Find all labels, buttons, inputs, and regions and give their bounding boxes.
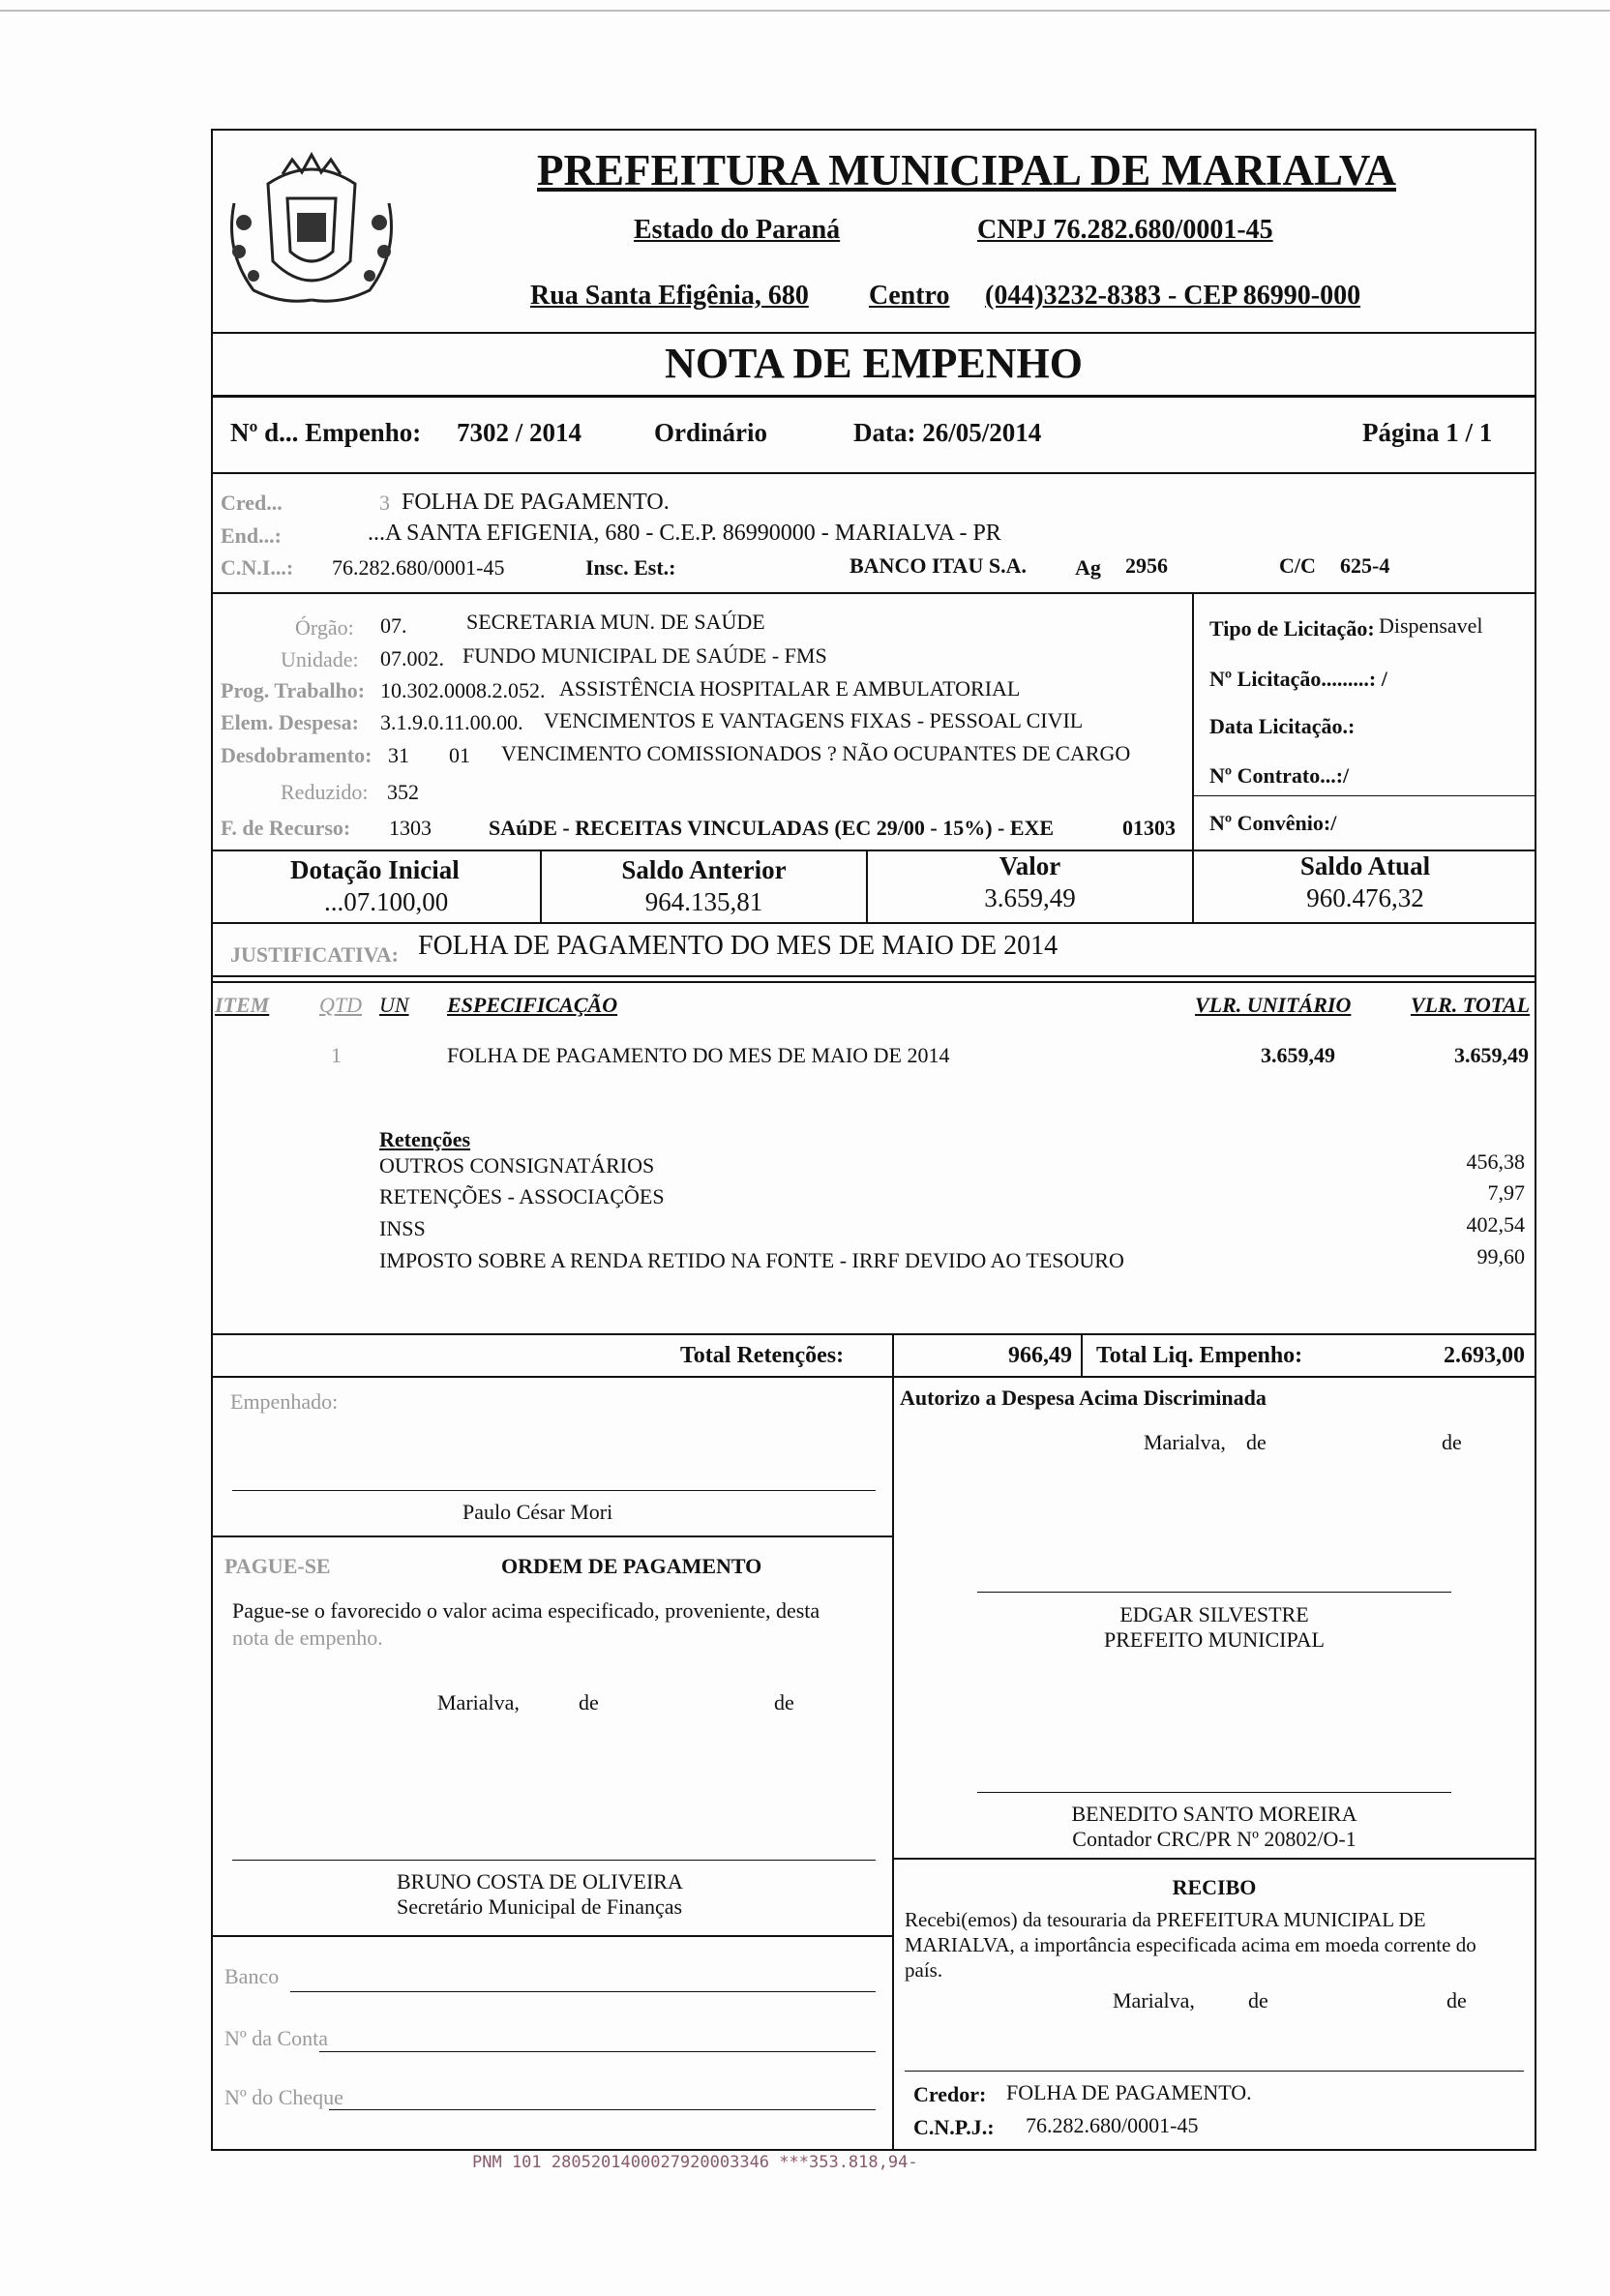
saldo-atual-value: 960.476,32 — [1306, 883, 1424, 912]
saldo-anterior-value: 964.135,81 — [644, 887, 763, 916]
credor-cnpj-label: C.N.P.J.: — [913, 2115, 995, 2139]
header-cnpj: CNPJ 76.282.680/0001-45 — [977, 215, 1273, 245]
pague-text-2: nota de empenho. — [232, 1625, 383, 1650]
recibo-text-1: Recebi(emos) da tesouraria da PREFEITURA MUNICIPAL DE — [905, 1908, 1426, 1931]
header-address: Rua Santa Efigênia, 680 — [530, 281, 809, 311]
tipo-licitacao-label: Tipo de Licitação: — [1209, 616, 1375, 641]
cc-label: C/C — [1279, 553, 1316, 578]
secretario-name: BRUNO COSTA DE OLIVEIRA — [397, 1869, 683, 1893]
item-row-spec: FOLHA DE PAGAMENTO DO MES DE MAIO DE 2014 — [447, 1043, 950, 1067]
num-licitacao: Nº Licitação.........: / — [1209, 667, 1387, 691]
empenho-page: Página 1 / 1 — [1362, 418, 1493, 447]
signature-line — [232, 1490, 876, 1491]
credor-cnpj-value: 76.282.680/0001-45 — [1026, 2113, 1199, 2137]
item-row-item: 1 — [331, 1043, 342, 1067]
total-retencoes-value: 966,49 — [1008, 1343, 1072, 1368]
saldo-atual-label: Saldo Atual — [1299, 851, 1431, 880]
desd-code: 31 — [388, 743, 409, 767]
data-licitacao: Data Licitação.: — [1209, 714, 1356, 738]
divider — [1192, 795, 1536, 796]
conta-label: Nº da Conta — [224, 2026, 329, 2050]
pague-date-de2: de — [774, 1690, 794, 1715]
total-liq-value: 2.693,00 — [1444, 1343, 1525, 1368]
empenhado-name: Paulo César Mori — [462, 1500, 613, 1524]
header-phone-cep: (044)3232-8383 - CEP 86990-000 — [985, 281, 1361, 311]
end-label: End...: — [221, 523, 282, 548]
divider — [211, 395, 1536, 398]
header-title: PREFEITURA MUNICIPAL DE MARIALVA — [537, 146, 1397, 194]
divider — [211, 975, 1536, 977]
orgao-name: SECRETARIA MUN. DE SAÚDE — [466, 610, 765, 634]
item-row-total: 3.659,49 — [1454, 1043, 1529, 1067]
divider — [211, 472, 1536, 474]
empenhado-label: Empenhado: — [230, 1389, 339, 1414]
end-value: ...A SANTA EFIGENIA, 680 - C.E.P. 86990000 - MARIALVA - PR — [368, 521, 1001, 546]
divider — [1192, 592, 1194, 851]
cheque-line — [329, 2109, 876, 2110]
empenho-type: Ordinário — [654, 418, 768, 447]
ordem-pagamento-title: ORDEM DE PAGAMENTO — [501, 1554, 762, 1578]
prog-label: Prog. Trabalho: — [221, 678, 366, 702]
header-district: Centro — [869, 281, 950, 311]
signature-line — [977, 1592, 1451, 1593]
elem-code: 3.1.9.0.11.00.00. — [380, 710, 523, 734]
divider — [211, 1333, 1536, 1335]
retencao-value: 7,97 — [1487, 1180, 1525, 1205]
desd-sub: 01 — [449, 743, 470, 767]
recibo-date-de2: de — [1446, 1988, 1467, 2013]
doc-title: NOTA DE EMPENHO — [665, 340, 1083, 387]
prog-code: 10.302.0008.2.052. — [380, 678, 546, 702]
unidade-label: Unidade: — [281, 647, 359, 671]
retencao-name: RETENÇÕES - ASSOCIAÇÕES — [379, 1184, 665, 1208]
elem-label: Elem. Despesa: — [221, 710, 359, 734]
desd-name: VENCIMENTO COMISSIONADOS ? NÃO OCUPANTES DE CARGO — [501, 741, 1131, 765]
tipo-licitacao-value: Dispensavel — [1379, 613, 1483, 638]
unidade-code: 07.002. — [380, 646, 444, 671]
signature-line — [977, 1792, 1451, 1793]
retencao-value: 99,60 — [1476, 1244, 1525, 1268]
retencao-name: OUTROS CONSIGNATÁRIOS — [379, 1153, 655, 1178]
valor-label: Valor — [999, 851, 1061, 880]
recibo-date-city: Marialva, — [1113, 1988, 1195, 2013]
divider — [211, 332, 1536, 334]
prefeito-role: PREFEITO MUNICIPAL — [1104, 1627, 1325, 1652]
banco-label: Banco — [224, 1964, 280, 1988]
empenho-date: Data: 26/05/2014 — [853, 418, 1042, 447]
red-code: 352 — [387, 780, 419, 804]
prog-name: ASSISTÊNCIA HOSPITALAR E AMBULATORIAL — [559, 676, 1021, 701]
col-total: VLR. TOTAL — [1411, 993, 1531, 1017]
signature-line — [905, 2071, 1524, 2072]
col-spec: ESPECIFICAÇÃO — [447, 993, 618, 1017]
credor-label: Credor: — [913, 2082, 987, 2106]
orgao-code: 07. — [380, 613, 407, 638]
saldo-anterior-label: Saldo Anterior — [621, 855, 787, 884]
autorizo-date-de2: de — [1442, 1430, 1462, 1454]
credor-value: FOLHA DE PAGAMENTO. — [1006, 2080, 1252, 2104]
header-state: Estado do Paraná — [634, 215, 841, 245]
retencoes-title: Retenções — [379, 1127, 471, 1151]
col-un: UN — [379, 993, 409, 1017]
pague-date-city: Marialva, — [437, 1690, 520, 1715]
divider — [211, 1536, 892, 1537]
cnpj-value: 76.282.680/0001-45 — [332, 555, 505, 580]
fr-code2: 01303 — [1122, 816, 1176, 840]
total-retencoes-label: Total Retenções: — [680, 1343, 845, 1368]
empenho-number: 7302 / 2014 — [457, 418, 582, 447]
retencao-value: 456,38 — [1466, 1149, 1525, 1174]
red-label: Reduzido: — [281, 780, 369, 804]
recibo-title: RECIBO — [1172, 1875, 1257, 1899]
recibo-date-de1: de — [1248, 1988, 1268, 2013]
cheque-label: Nº do Cheque — [224, 2085, 343, 2109]
cnpj-label: C.N.I...: — [221, 555, 294, 580]
secretario-role: Secretário Municipal de Finanças — [397, 1894, 683, 1919]
dotacao-inicial-value: ...07.100,00 — [324, 887, 449, 916]
banco-line — [290, 1991, 876, 1992]
unidade-name: FUNDO MUNICIPAL DE SAÚDE - FMS — [462, 643, 827, 668]
cred-code: 3 — [379, 491, 390, 515]
orgao-label: Órgão: — [295, 615, 354, 640]
prefeito-name: EDGAR SILVESTRE — [1119, 1602, 1309, 1626]
col-item-label: ITEM — [215, 993, 270, 1017]
autorizo-text: Autorizo a Despesa Acima Discriminada — [900, 1386, 1267, 1410]
divider — [892, 1376, 894, 2150]
desd-label: Desdobramento: — [221, 743, 373, 767]
cred-name: FOLHA DE PAGAMENTO. — [402, 490, 670, 515]
recibo-text-3: país. — [905, 1958, 943, 1982]
num-convenio: Nº Convênio:/ — [1209, 811, 1337, 835]
signature-line — [232, 1860, 876, 1861]
autorizo-date-de1: de — [1246, 1430, 1267, 1454]
divider — [1081, 1333, 1083, 1378]
divider — [892, 1333, 894, 1378]
fr-code: 1303 — [389, 816, 432, 840]
divider — [211, 1376, 1536, 1378]
col-unit: VLR. UNITÁRIO — [1195, 993, 1352, 1017]
pague-text-1: Pague-se o favorecido o valor acima especificado, proveniente, desta — [232, 1598, 820, 1623]
conta-line — [319, 2051, 876, 2052]
empenho-label: Nº d... Empenho: — [230, 418, 422, 447]
scan-artifact-line — [0, 10, 1610, 12]
retencao-name: INSS — [379, 1216, 426, 1240]
fr-name: SAúDE - RECEITAS VINCULADAS (EC 29/00 - 15%) - EXE — [489, 816, 1055, 840]
col-qtd: QTD — [319, 993, 363, 1017]
footer-code: PNM 101 2805201400027920003346 ***353.818,94- — [472, 2153, 918, 2172]
pague-date-de1: de — [579, 1690, 599, 1715]
bank-name: BANCO ITAU S.A. — [850, 553, 1027, 578]
cc-value: 625-4 — [1340, 553, 1390, 578]
divider — [211, 922, 1536, 924]
divider — [211, 592, 1536, 594]
contador-role: Contador CRC/PR Nº 20802/O-1 — [1072, 1827, 1357, 1851]
pague-label: PAGUE-SE — [224, 1554, 331, 1578]
retencao-value: 402,54 — [1466, 1212, 1525, 1237]
contador-name: BENEDITO SANTO MOREIRA — [1071, 1802, 1357, 1826]
col-item — [215, 993, 269, 1018]
cred-label: Cred... — [221, 491, 283, 515]
coat-of-arms-icon — [215, 145, 408, 310]
valor-value: 3.659,49 — [984, 883, 1076, 912]
num-contrato: Nº Contrato...:/ — [1209, 763, 1350, 788]
insc-label: Insc. Est.: — [585, 555, 676, 580]
elem-name: VENCIMENTOS E VANTAGENS FIXAS - PESSOAL CIVIL — [544, 708, 1084, 732]
item-row-unit: 3.659,49 — [1261, 1043, 1335, 1067]
justificativa-text: FOLHA DE PAGAMENTO DO MES DE MAIO DE 2014 — [418, 931, 1058, 961]
ag-value: 2956 — [1125, 553, 1168, 578]
divider — [211, 981, 1536, 983]
recibo-text-2: MARIALVA, a importância especificada acima em moeda corrente do — [905, 1933, 1476, 1956]
justificativa-label: JUSTIFICATIVA: — [230, 942, 400, 967]
total-liq-label: Total Liq. Empenho: — [1096, 1343, 1303, 1368]
ag-label: Ag — [1075, 555, 1101, 580]
fr-label: F. de Recurso: — [221, 816, 351, 840]
autorizo-date-city: Marialva, — [1144, 1430, 1226, 1454]
retencao-name: IMPOSTO SOBRE A RENDA RETIDO NA FONTE - IRRF DEVIDO AO TESOURO — [379, 1248, 1124, 1272]
divider — [211, 1935, 892, 1937]
divider — [892, 1858, 1536, 1860]
dotacao-inicial-label: Dotação Inicial — [290, 855, 460, 884]
